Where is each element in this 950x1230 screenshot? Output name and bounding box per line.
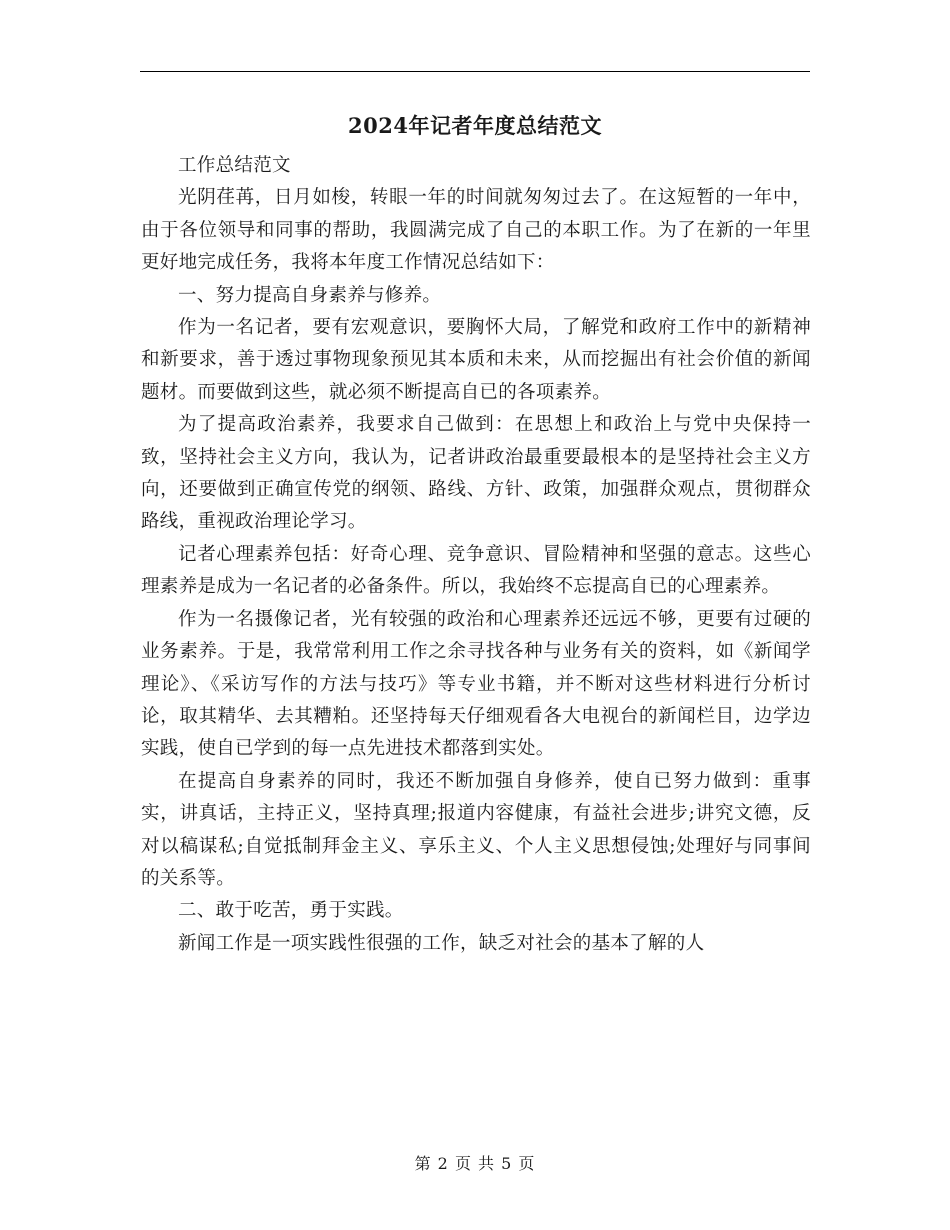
section-heading-2: 二、敢于吃苦，勇于实践。 — [178, 900, 404, 922]
paragraph: 作为一名摄像记者，光有较强的政治和心理素养还远远不够，更要有过硬的业务素养。于是，我常常利用工作之余寻找各种与业务有关的资料，如《新闻学理论》、《采访写作的方法与技巧》等专业书籍，并不断对这些材料进行分析讨论，取其精华、去其糟粕。还坚持每天仔细观看各大电视台的新闻栏目，边学边实践，使自已学到的每一点先进技术都落到实处。 — [141, 608, 811, 760]
header-rule — [140, 71, 810, 72]
document-body — [141, 150, 811, 960]
page-number-footer: 第 2 页 共 5 页 — [414, 1154, 536, 1173]
paragraph: 为了提高政治素养，我要求自己做到：在思想上和政治上与党中央保持一致，坚持社会主义方向，我认为，记者讲政治最重要最根本的是坚持社会主义方向，还要做到正确宣传党的纲领、路线、方针、政策，加强群众观点，贯彻群众路线，重视政治理论学习。 — [141, 414, 811, 533]
paragraph: 新闻工作是一项实践性很强的工作，缺乏对社会的基本了解的人 — [178, 932, 705, 954]
paragraph-subtitle: 工作总结范文 — [178, 155, 291, 176]
document-title: 2024年记者年度总结范文 — [348, 113, 602, 138]
paragraph: 在提高自身素养的同时，我还不断加强自身修养，使自已努力做到：重事实，讲真话，主持正义，坚持真理;报道内容健康，有益社会进步;讲究文德，反对以稿谋私;自觉抵制拜金主义、享乐主义、个人主义思想侵蚀;处理好与同事间的关系等。 — [141, 770, 811, 889]
paragraph: 记者心理素养包括：好奇心理、竞争意识、冒险精神和坚强的意志。这些心理素养是成为一名记者的必备条件。所以，我始终不忘提高自已的心理素养。 — [141, 543, 811, 598]
section-heading-1: 一、努力提高自身素养与修养。 — [178, 284, 442, 306]
paragraph: 作为一名记者，要有宏观意识，要胸怀大局，了解党和政府工作中的新精神和新要求，善于透过事物现象预见其本质和未来，从而挖掘出有社会价值的新闻题材。而要做到这些，就必须不断提高自已的各项素养。 — [141, 317, 811, 403]
paragraph-intro: 光阴荏苒，日月如梭，转眼一年的时间就匆匆过去了。在这短暂的一年中，由于各位领导和同事的帮助，我圆满完成了自己的本职工作。为了在新的一年里更好地完成任务，我将本年度工作情况总结如下： — [141, 187, 811, 274]
